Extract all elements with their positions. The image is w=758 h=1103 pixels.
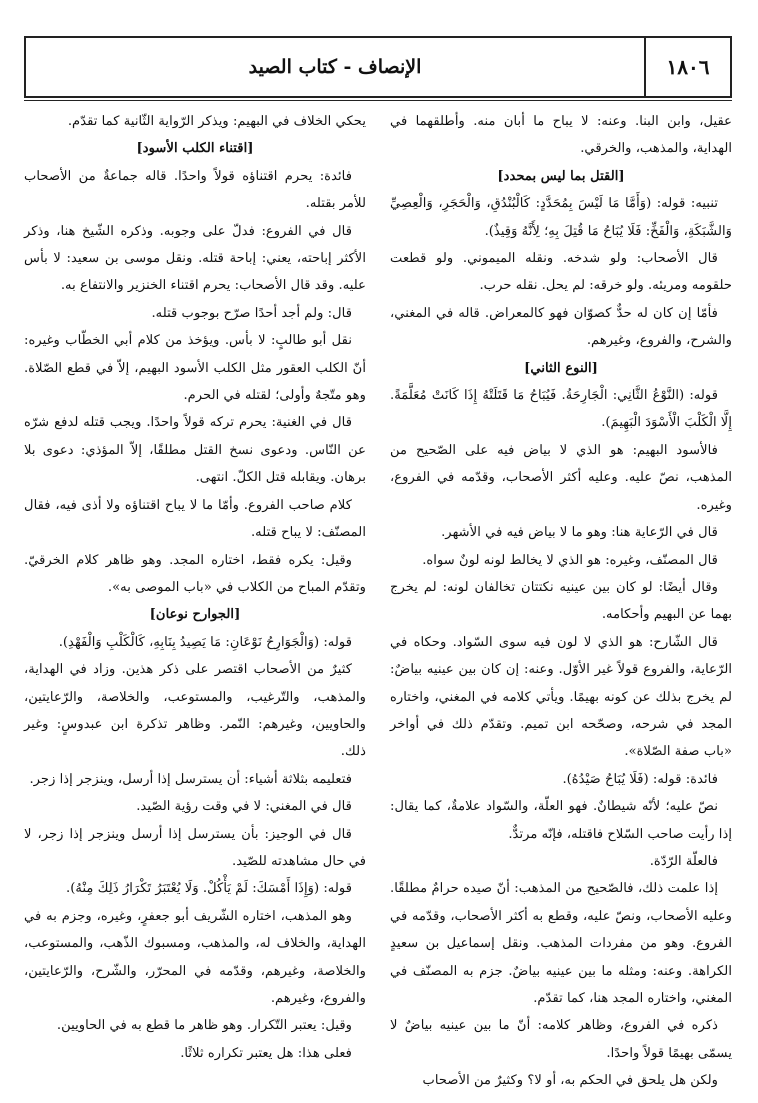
paragraph: نصّ عليه؛ لأنّه شيطانٌ. فهو العلّة، والسّواد علامةٌ، كما يقال: إذا رأيت صاحب السّلاح فاقتله، فإنّه مرتدٌّ. [390,799,732,842]
section-heading: [النوع الثاني] [524,360,598,376]
section-heading: [القتل بما ليس بمحدد] [497,168,625,184]
book-page [24,36,732,1089]
paragraph: قال في المغني: لا في وقت رؤية الصّيد. [136,799,352,815]
paragraph: وقال أيضًا: لو كان بين عينيه نكتتان تخالفان لونه: لم يخرج بهما عن البهيم وأحكامه. [390,579,732,623]
paragraph: نقل أبو طالبٍ: لا بأس. ويؤخذ من كلام أبي الخطّاب وغيره: أنّ الكلب العقور مثل الكلب الأسود البهيم، إلاّ في قطع الصّلاة. وهو متّجهٌ وأولى؛ لقتله في الحرم. [24,333,366,404]
paragraph: فأمّا إن كان له حدٌّ كصوّان فهو كالمعراض. قاله في المغني، والشرح، والفروع، وغيرهم. [390,305,732,349]
paragraph: قال في الفروع: فدلّ على وجوبه. وذكره الشّيخ هنا، وذكر الأكثر إباحته، يعني: إباحة قتله. ونقل موسى بن سعيد: لا بأس عليه. وقد قال الأصحاب: يحرم اقتناء الخنزير والانتفاع به. [24,223,366,294]
paragraph: قوله: (وَالْجَوَارِحُ نَوْعَانِ: مَا يَصِيدُ بِنَابِهِ، كَالْكَلْبِ وَالْفَهْدِ). [58,634,352,650]
paragraph: وقيل: يكره فقط، اختاره المجد. وهو ظاهر كلام الخرقيّ. وتقدّم المباح من الكلاب في «باب الموصى به». [24,552,366,595]
paragraph: إذا علمت ذلك، فالصّحيح من المذهب: أنّ صيده حرامٌ مطلقًا. وعليه الأصحاب، ونصّ عليه، وقطع به أكثر الأصحاب، وقدّمه في الفروع. وهو من مفردات المذهب. ونقل إسماعيل بن سعيدٍ الكراهة. وعنه: ومثله ما بين عينيه بياضٌ. جزم به المصنّف في المغني، واختاره المجد هنا، كما تقدّم. [390,881,732,1006]
page-number: ١٨٠٦ [644,38,730,96]
section-heading: [اقتناء الكلب الأسود] [136,141,254,157]
right-column [390,108,732,1095]
paragraph: قال الأصحاب: ولو شدخه. ونقله الميموني. ولو قطعت حلقومه ومريئه. ولو خرقه: لم يحل. نقله حرب. [390,251,732,294]
paragraph: يحكي الخلاف في البهيم: ويذكر الرّواية الثّانية كما تقدّم. [67,114,366,129]
paragraph: تنبيه: قوله: (وَأَمَّا مَا لَيْسَ بِمُحَدَّدٍ: كَالْبُنْدُقِ، وَالْحَجَرِ، وَالْعِصِيِّ وَالشَّبَكَةِ، وَالْفَخِّ: فَلَا يُبَاحُ مَا قُتِلَ بِهِ؛ لِأَنَّهُ وَقِيذٌ). [390,196,732,239]
paragraph: فعلى هذا: هل يعتبر تكراره ثلاثًا. [180,1045,352,1061]
paragraph: قال: ولم أجد أحدًا صرّح بوجوب قتله. [151,305,352,321]
paragraph: قال المصنّف، وغيره: هو الذي لا يخالط لونه لونٌ سواه. [422,552,718,568]
running-title: الإنصاف - كتاب الصيد [248,56,422,78]
paragraph: ولكن هل يلحق في الحكم به، أو لا؟ وكثيرٌ من الأصحاب [422,1073,718,1089]
paragraph: فائدة: قوله: (فَلَا يُبَاحُ صَيْدُهُ). [562,771,718,787]
paragraph: فالأسود البهيم: هو الذي لا بياض فيه على الصّحيح من المذهب، نصّ عليه. وعليه أكثر الأصحاب، وقدّمه في الفروع، وغيره. [390,442,732,513]
paragraph: فالعلّة الرّدّة. [649,853,718,869]
paragraph: وهو المذهب، اختاره الشّريف أبو جعفرٍ، وغيره، وجزم به في الهداية، والخلاف له، والمذهب، ومسبوك الذّهب، والمستوعب، والخلاصة، وغيرهم، وقدّمه في المحرّر، والشّرح، والرّعايتين، والفروع، وغيرهم. [24,908,366,1006]
paragraph: فتعليمه بثلاثة أشياء: أن يسترسل إذا أرسل، وينزجر إذا زجر. [29,771,352,787]
left-column [24,108,366,1067]
paragraph: ذكره في الفروع، وظاهر كلامه: أنّ ما بين عينيه بياضٌ لا يسمّى بهيمًا قولاً واحدًا. [390,1018,732,1061]
paragraph: قوله: (وَإِذَا أَمْسَكَ: لَمْ يَأْكُلْ. وَلَا يُعْتَبَرُ تَكْرَارُ ذَلِكَ مِنْهُ). [66,881,352,897]
header-rule [24,100,732,101]
paragraph: قال في الرّعاية هنا: وهو ما لا بياض فيه في الأشهر. [441,525,718,541]
section-heading: [الجوارح نوعان] [149,607,241,623]
paragraph: كلام صاحب الفروع. وأمّا ما لا يباح اقتناؤه ولا أذى فيه، فقال المصنّف: لا يباح قتله. [24,497,366,541]
paragraph: قال في الغنية: يحرم تركه قولاً واحدًا. ويجب قتله لدفع شرّه عن النّاس. ودعوى نسخ القتل مطلقًا، إلاّ المؤذي: دعوى بلا برهان. ويقابله قتل الكلّ. انتهى. [24,415,366,486]
page-header [24,36,732,98]
paragraph: وقيل: يعتبر التّكرار. وهو ظاهر ما قطع به في الحاويين. [56,1018,352,1034]
paragraph: عقيل، وابن البنا. وعنه: لا يباح ما أبان منه. وأطلقهما في الهداية، والمذهب، والخرقي. [390,114,732,157]
paragraph: كثيرٌ من الأصحاب اقتصر على ذكر هذين. وزاد في الهداية، والمذهب، والتّرغيب، والمستوعب، والخلاصة، والرّعايتين، والحاويين، وغيرهم: النّمر. وظاهر تذكرة ابن عبدوسٍ: وغير ذلك. [24,662,366,760]
paragraph: قال في الوجيز: بأن يسترسل إذا أرسل وينزجر إذا زجر، لا في حال مشاهدته للصّيد. [24,826,366,869]
paragraph: قوله: (النَّوْعُ الثَّانِي: الْجَارِحَةُ. فَيُبَاحُ مَا قَتَلَتْهُ إِذَا كَانَتْ مُعَلَّمَةً. إِلَّا الْكَلْبَ الْأَسْوَدَ الْبَهِيمَ). [390,388,732,431]
paragraph: قال الشّارح: هو الذي لا لون فيه سوى السّواد. وحكاه في الرّعاية، والفروع قولاً غير الأوّل. وعنه: إن كان بين عينيه بياضٌ: لم يخرج بذلك عن كونه بهيمًا. ويأتي كلامه في المغني، واختاره المجد في شرحه، وصحّحه ابن تميم. وتقدّم ذلك في أواخر «باب صفة الصّلاة». [390,634,732,760]
paragraph: فائدة: يحرم اقتناؤه قولاً واحدًا. قاله جماعةٌ من الأصحاب للأمر بقتله. [24,168,366,212]
